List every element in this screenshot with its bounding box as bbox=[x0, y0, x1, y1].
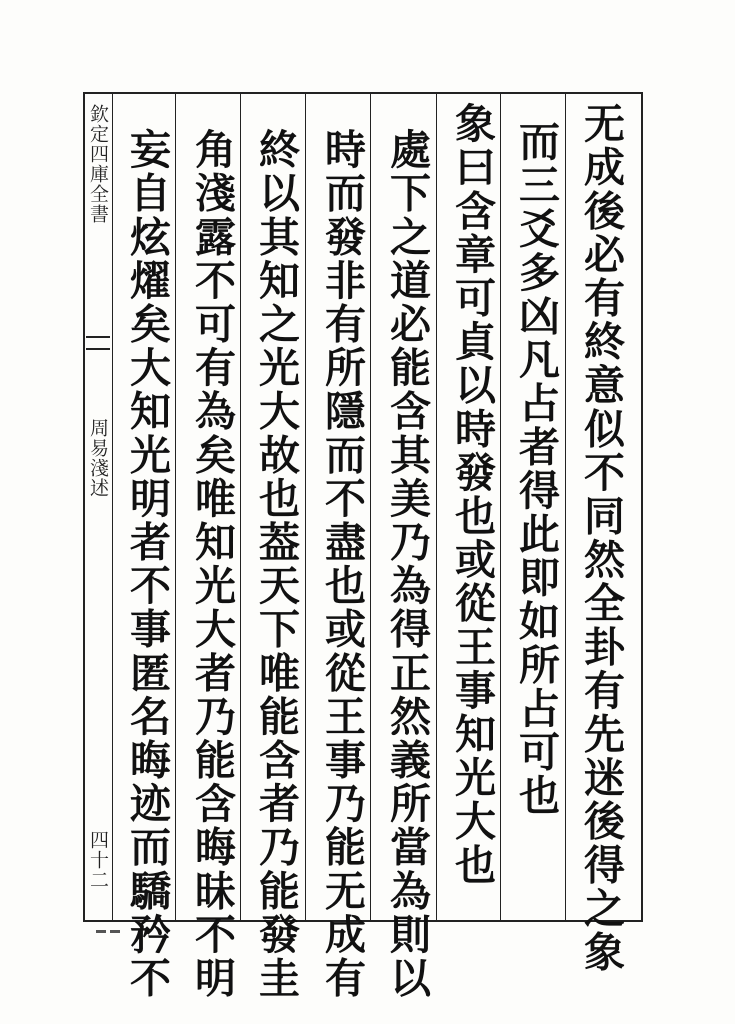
margin-strip bbox=[86, 100, 112, 910]
column-rule bbox=[370, 92, 371, 922]
column-rule bbox=[175, 92, 176, 922]
text-column-8: 妄自炫燿矣大知光明者不事匿名晦迹而驕矜不 bbox=[123, 128, 171, 1000]
text-column-4: 處下之道必能含其美乃為得正然義所當為則以 bbox=[383, 128, 431, 1000]
column-rule bbox=[436, 92, 437, 922]
column-rule bbox=[565, 92, 566, 922]
chapter-title: 周易淺述 bbox=[87, 418, 109, 498]
margin-divider bbox=[112, 92, 113, 922]
scan-mark bbox=[110, 930, 120, 933]
scan-mark bbox=[96, 930, 106, 933]
fish-tail-mark bbox=[86, 336, 110, 350]
page-number: 四十二 bbox=[87, 830, 109, 890]
column-rule bbox=[240, 92, 241, 922]
column-rule bbox=[305, 92, 306, 922]
column-rule bbox=[500, 92, 501, 922]
text-column-5: 時而發非有所隱而不盡也或從王事乃能无成有 bbox=[318, 128, 366, 1000]
text-column-7: 角淺露不可有為矣唯知光大者乃能含晦昧不明 bbox=[188, 128, 236, 1000]
text-column-1: 无成後必有終意似不同然全卦有先迷後得之象 bbox=[577, 102, 625, 974]
text-column-6: 終以其知之光大故也葢天下唯能含者乃能發圭 bbox=[252, 128, 300, 1000]
text-column-2: 而三爻多凶凡占者得此即如所占可也 bbox=[512, 120, 560, 818]
book-title: 欽定四庫全書 bbox=[87, 104, 109, 224]
text-column-3: 象曰含章可貞以時發也或從王事知光大也 bbox=[448, 102, 496, 887]
